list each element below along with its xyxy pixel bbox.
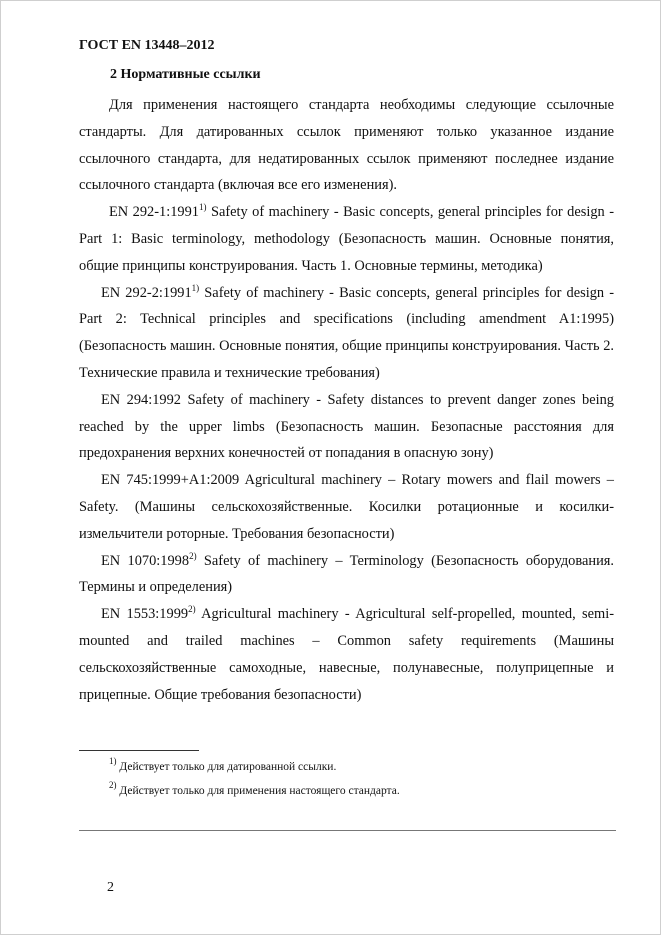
reference-item xyxy=(79,601,614,708)
reference-text: Safety of machinery - Basic concepts, general principles for design - Part 1: Basic terminology, methodology (Безопасность машин. Основные понятия, общие принципы конструирования. Часть 1. Основные термины, методика) xyxy=(79,204,614,274)
reference-item xyxy=(79,387,614,467)
reference-text: Safety of machinery - Basic concepts, general principles for design - Part 2: Technical principles and specifications (including amendment A1:1995) (Безопасность машин. Основные понятия, общие принципы конструирования. Часть 2. Технические правила и технические требования) xyxy=(79,284,614,381)
reference-code: EN 292-2:1991 xyxy=(101,284,192,301)
reference-text: Agricultural machinery - Agricultural self-propelled, mounted, semi-mounted and trailed machines – Common safety requirements (Машины сельскохозяйственные самоходные, навесные, полунавесные, полуприцепные и прицепные. Общие требования безопасности) xyxy=(79,606,614,703)
footnote-text: Действует только для датированной ссылки. xyxy=(116,761,337,773)
footnote-mark: 2) xyxy=(189,550,197,561)
footnote-mark: 1) xyxy=(109,756,117,766)
reference-code: EN 292-1:1991 xyxy=(109,204,199,221)
section-title: 2 Нормативные ссылки xyxy=(110,67,261,82)
document-header: ГОСТ EN 13448–2012 xyxy=(79,38,215,53)
page-number: 2 xyxy=(107,880,114,895)
footnote xyxy=(109,756,337,773)
footnote-mark: 2) xyxy=(188,604,196,615)
document-body xyxy=(79,92,614,708)
reference-item xyxy=(79,199,614,279)
reference-text: Safety of machinery – Terminology (Безопасность оборудования. Термины и определения) xyxy=(79,552,614,596)
footnote xyxy=(109,780,400,797)
reference-code: EN 745:1999+A1:2009 xyxy=(101,472,240,489)
reference-code: EN 1553:1999 xyxy=(101,606,189,623)
intro-paragraph: Для применения настоящего стандарта необходимы следующие ссылочные стандарты. Для датированных ссылок применяют только указанное издание ссылочного стандарта, для недатированных ссылок применяют последнее издание ссылочного стандарта (включая все его изменения). xyxy=(79,97,614,194)
footnote-text: Действует только для применения настоящего стандарта. xyxy=(116,785,400,797)
footnote-mark: 1) xyxy=(199,202,207,213)
reference-item xyxy=(79,280,614,387)
reference-text: Agricultural machinery – Rotary mowers and flail mowers – Safety. (Машины сельскохозяйственные. Косилки ротационные и косилки-измельчители роторные. Требования безопасности) xyxy=(79,472,614,542)
reference-item xyxy=(79,467,614,547)
reference-item xyxy=(79,548,614,602)
reference-text: Safety of machinery - Safety distances to prevent danger zones being reached by the upper limbs (Безопасность машин. Безопасные расстояния для предохранения верхних конечностей от попадания в опасную зону) xyxy=(79,391,614,462)
footnote-separator xyxy=(79,750,199,751)
footnote-mark: 2) xyxy=(109,780,117,790)
reference-code: EN 294:1992 xyxy=(101,391,181,408)
page-footer-rule xyxy=(79,830,616,831)
reference-code: EN 1070:1998 xyxy=(101,552,190,569)
footnote-mark: 1) xyxy=(191,282,200,293)
